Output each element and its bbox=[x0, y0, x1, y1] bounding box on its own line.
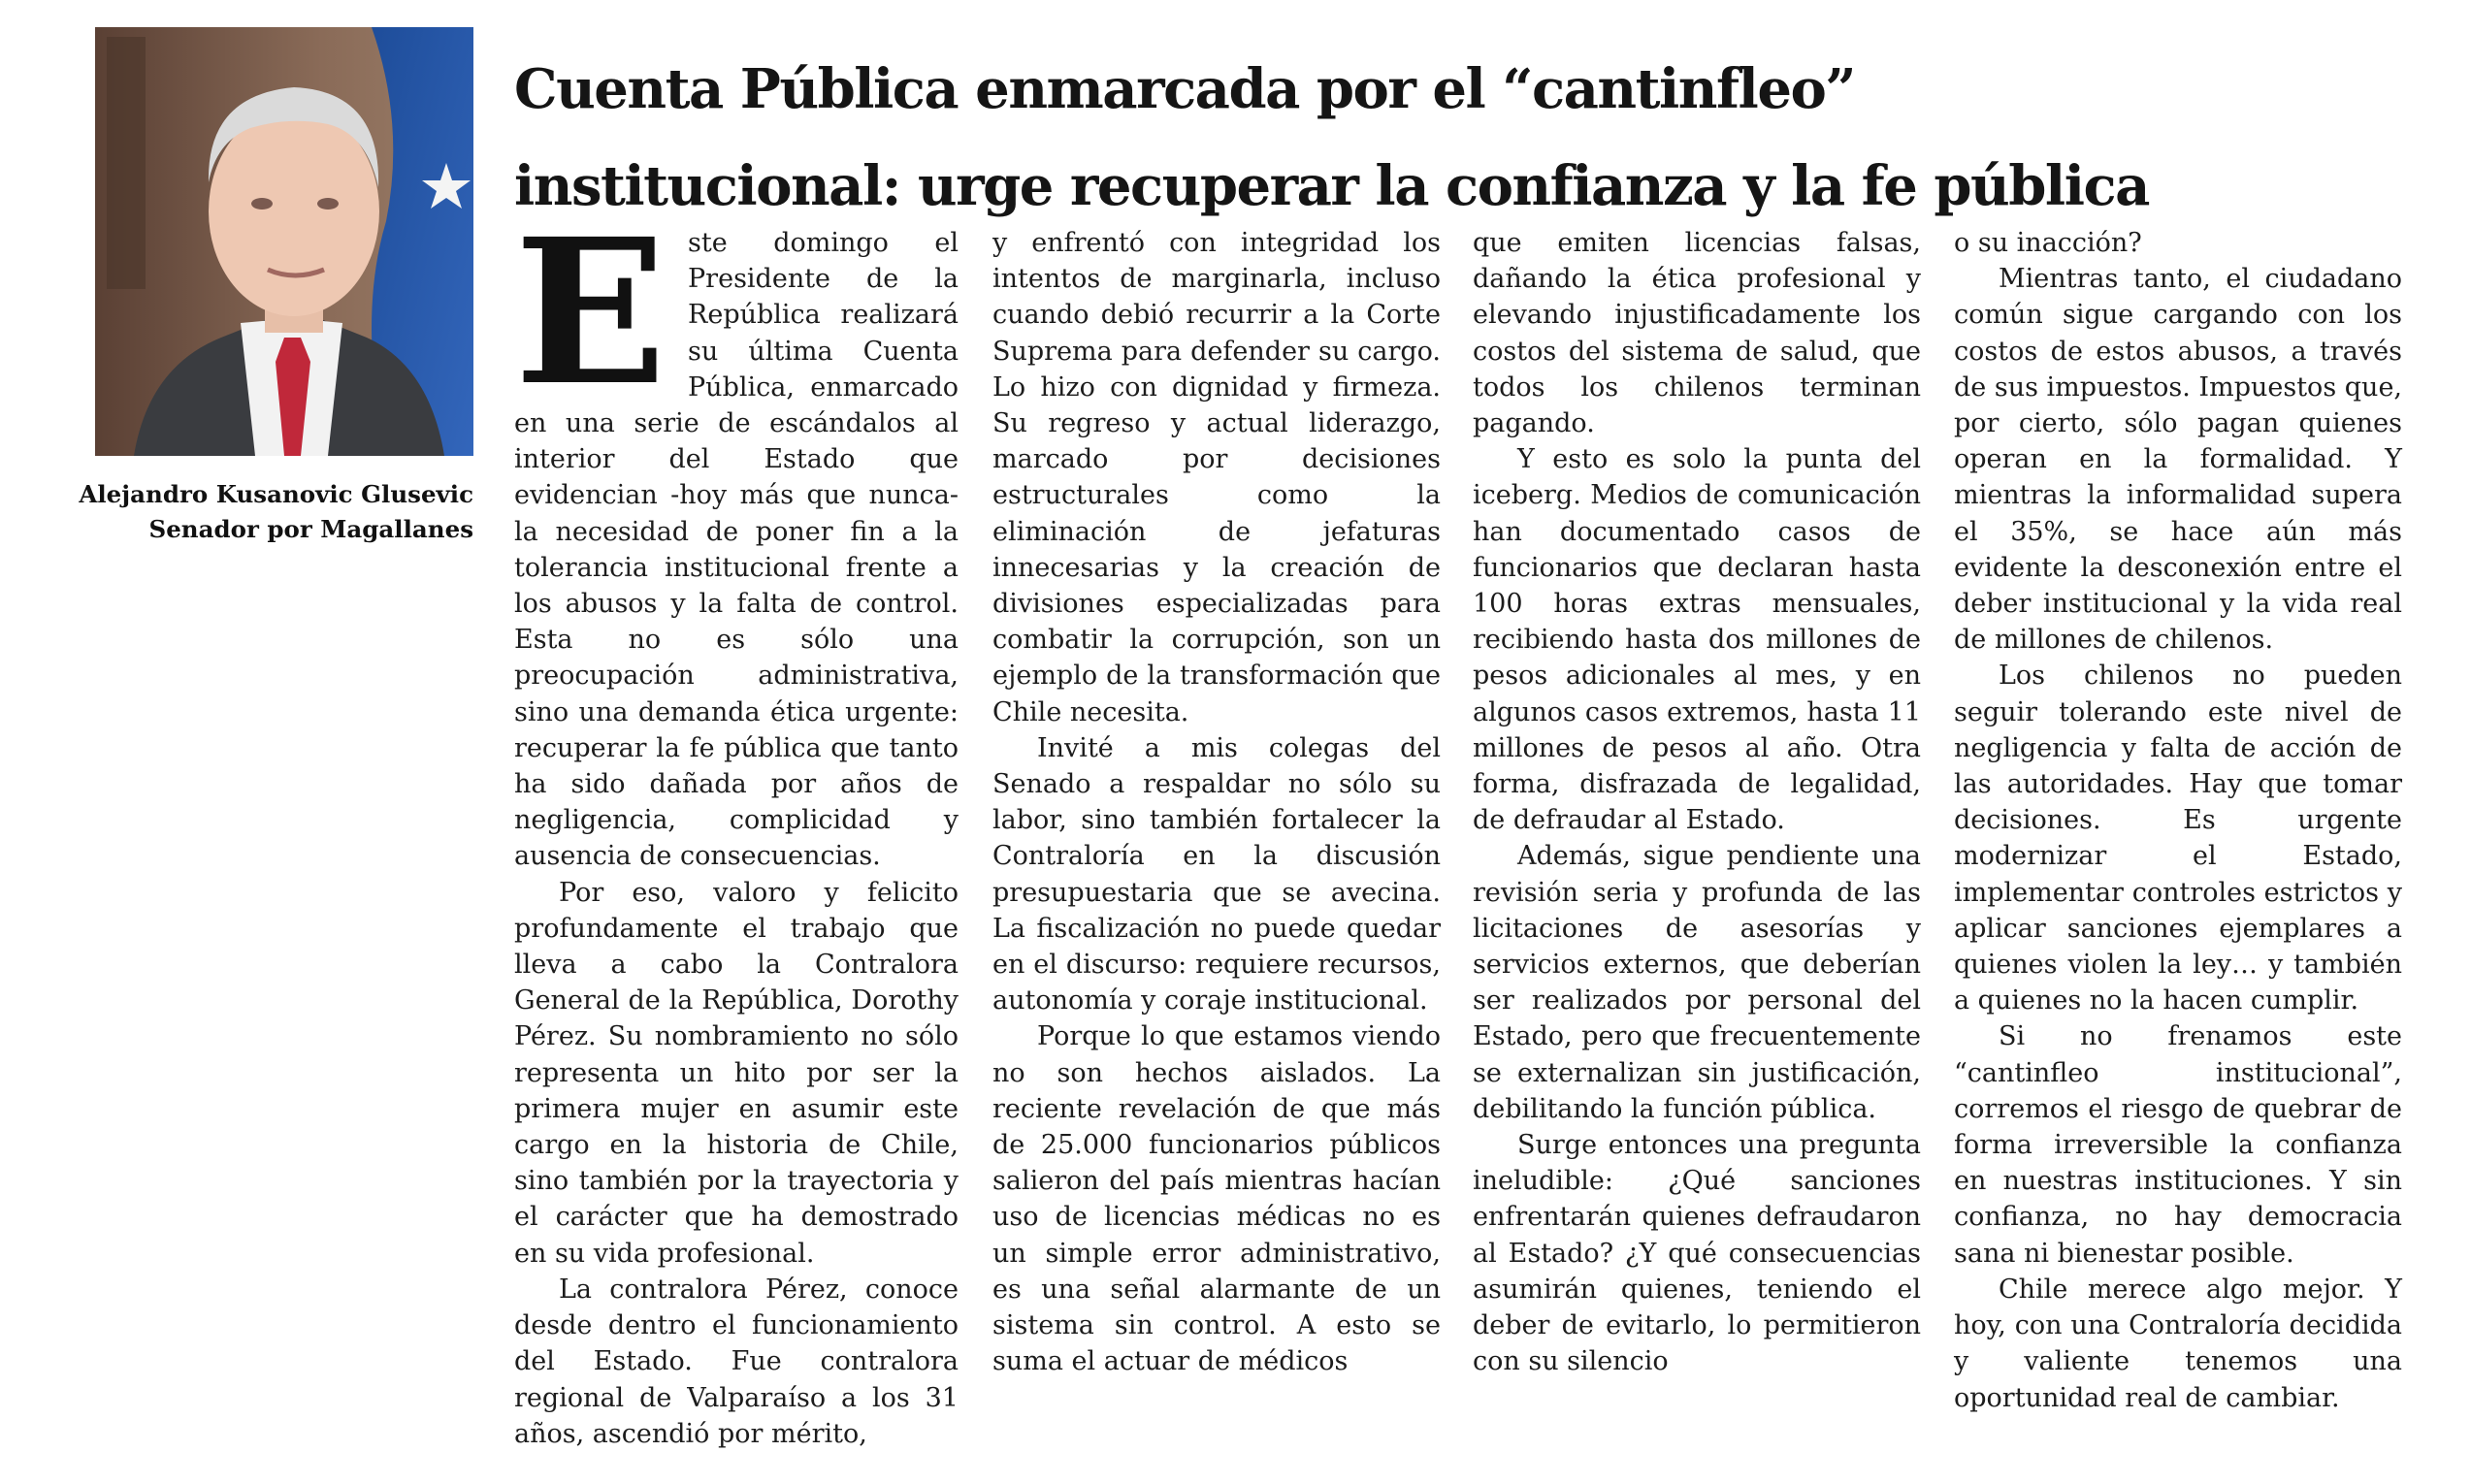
paragraph: Además, sigue pendiente una revisión seria y profunda de las licitaciones de asesorías y servicios externos, que deberían ser realizados por personal del Estado, pero que frecuentemente se externalizan sin justificación, debilitando la función pública. bbox=[1473, 841, 1921, 1124]
article-headline bbox=[514, 41, 2445, 235]
paragraph: Mientras tanto, el ciudadano común sigue cargando con los costos de estos abusos, a través de sus impuestos. Impuestos que, por cierto, sólo pagan quienes operan en la formalidad. Y mientras la informalidad supera el 35%, se hace aún más evidente la desconexión entre el deber institucional y la vida real de millones de chilenos. bbox=[1954, 264, 2402, 656]
paragraph: La contralora Pérez, conoce desde dentro el funcionamiento del Estado. Fue contralora regional de Valparaíso a los 31 años, ascendió por mérito, bbox=[514, 1274, 959, 1449]
paragraph: Porque lo que estamos viendo no son hechos aislados. La reciente revelación de que más de 25.000 funcionarios públicos salieron del país mientras hacían uso de licencias médicas no es un simple error administrativo, es una señal alarmante de un sistema sin control. A esto se suma el actuar de médicos bbox=[992, 1021, 1441, 1377]
paragraph: que emiten licencias falsas, dañando la ética profesional y elevando injustificadamente los costos del sistema de salud, que todos los chilenos terminan pagando. bbox=[1473, 228, 1921, 439]
paragraph: y enfrentó con integridad los intentos de marginarla, incluso cuando debió recurrir a la Corte Suprema para defender su cargo. Lo hizo con dignidad y firmeza. Su regreso y actual liderazgo, marcado por decisiones estructurales como la eliminación de jefaturas innecesarias y la creación de divisiones especializadas para combatir la corrupción, son un ejemplo de la transformación que Chile necesita. bbox=[992, 228, 1441, 727]
paragraph: Si no frenamos este “cantinfleo institucional”, corremos el riesgo de quebrar de forma irreversible la confianza en nuestras instituciones. Y sin confianza, no hay democracia sana ni bienestar posible. bbox=[1954, 1021, 2402, 1269]
author-photo bbox=[95, 27, 473, 456]
article-column-3 bbox=[1473, 225, 1921, 1467]
paragraph: Invité a mis colegas del Senado a respaldar no sólo su labor, sino también fortalecer la Contraloría en la discusión presupuestaria que se avecina. La fiscalización no puede quedar en el discurso: requiere recursos, autonomía y coraje institucional. bbox=[992, 732, 1441, 1016]
article-column-1 bbox=[514, 195, 959, 1467]
drop-cap: E bbox=[514, 195, 667, 430]
paragraph: Y esto es solo la punta del iceberg. Medios de comunicación han documentado casos de funcionarios que declaran hasta 100 horas extras mensuales, recibiendo hasta dos millones de pesos adicionales al mes, y en algunos casos extremos, hasta 11 millones de pesos al año. Otra forma, disfrazada de legalidad, de defraudar al Estado. bbox=[1473, 444, 1921, 836]
paragraph: Chile merece algo mejor. Y hoy, con una Contraloría decidida y valiente tenemos una oportunidad real de cambiar. bbox=[1954, 1274, 2402, 1413]
author-name: Alejandro Kusanovic Glusevic bbox=[79, 480, 473, 508]
headline-line-1: Cuenta Pública enmarcada por el “cantinfleo” bbox=[514, 57, 1856, 121]
headline-line-2: institucional: urge recuperar la confianza y la fe pública bbox=[514, 154, 2149, 218]
author-byline bbox=[39, 477, 473, 547]
paragraph: Surge entonces una pregunta ineludible: ¿Qué sanciones enfrentarán quienes defraudaron al Estado? ¿Y qué consecuencias asumirán quienes, teniendo el deber de evitarlo, lo permitieron con su silencio bbox=[1473, 1130, 1921, 1377]
author-title: Senador por Magallanes bbox=[148, 515, 473, 543]
article-column-2 bbox=[992, 225, 1441, 1467]
paragraph: ste domingo el Presidente de la República realizará su última Cuenta Pública, enmarcado en una serie de escándalos al interior del Estado que evidencian -hoy más que nunca- la necesidad de poner fin a la tolerancia institucional frente a los abusos y la falta de control. Esta no es sólo una preocupación administrativa, sino una demanda ética urgente: recuperar la fe pública que tanto ha sido dañada por años de negligencia, complicidad y ausencia de consecuencias. bbox=[514, 228, 959, 872]
article-column-4 bbox=[1954, 225, 2402, 1467]
author-portrait-illustration bbox=[95, 27, 473, 456]
paragraph: Por eso, valoro y felicito profundamente el trabajo que lleva a cabo la Contralora General de la República, Dorothy Pérez. Su nombramiento no sólo representa un hito por ser la primera mujer en asumir este cargo en la historia de Chile, sino también por la trayectoria y el carácter que ha demostrado en su vida profesional. bbox=[514, 877, 959, 1269]
paragraph: o su inacción? bbox=[1954, 228, 2142, 258]
paragraph: Los chilenos no pueden seguir tolerando este nivel de negligencia y falta de acción de las autoridades. Hay que tomar decisiones. Es urgente modernizar el Estado, implementar controles estrictos y aplicar sanciones ejemplares a quienes violen la ley… y también a quienes no la hacen cumplir. bbox=[1954, 661, 2402, 1016]
